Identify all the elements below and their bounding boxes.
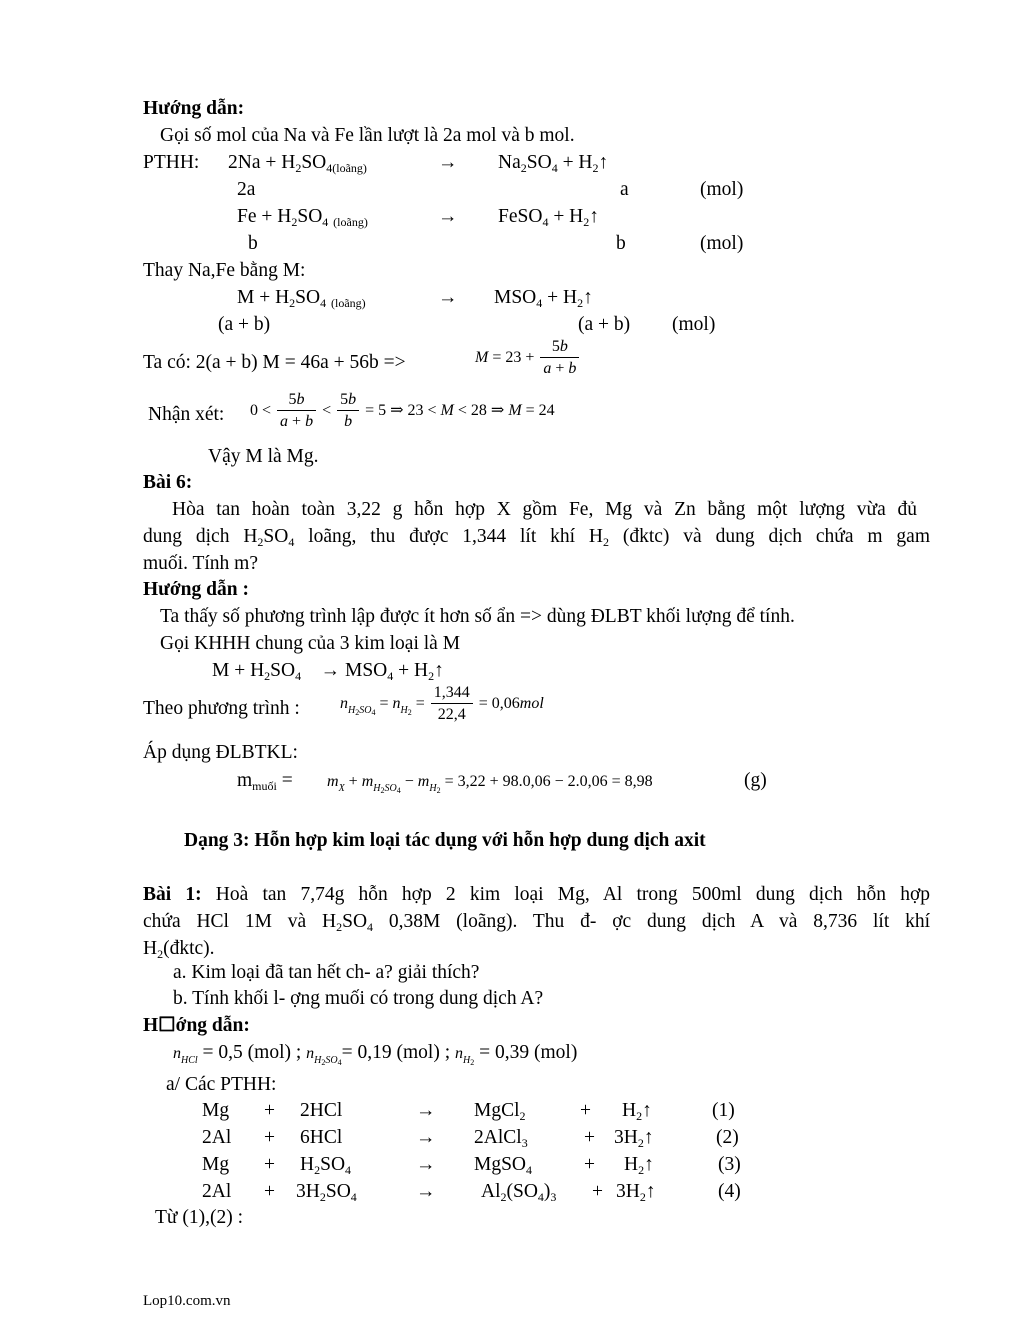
unit-g: (g) — [744, 770, 767, 791]
mol-unit: (mol) — [700, 233, 744, 254]
eq-number: (4) — [718, 1181, 741, 1202]
text-line: chứa HCl 1M và $H_2SO_4$ 0,38M (loãng). Thu đ- ợc dung dịch A và 8,736 lít khí — [143, 911, 931, 934]
plus-sign: + — [584, 1154, 595, 1175]
arrow-icon: → — [438, 287, 458, 308]
mol-value: (a + b) — [578, 314, 631, 335]
text-line: Áp dụng ĐLBTKL: — [143, 742, 298, 763]
formula-inequality: 0 < $\frac{5b}{a + b}$ < $\frac{5b}{b}$ = 5 ⇒ 23 < M < 28 ⇒ M = 24 — [250, 391, 555, 430]
footer-site: Lop10.com.vn — [143, 1293, 231, 1309]
question-a: a. Kim loại đã tan hết ch- a? giải thích? — [173, 962, 480, 983]
equation-1-reactants: $2Na + H_2SO_{4(loãng)}$ — [228, 152, 367, 175]
equation-2-reactants: $Fe + H_2SO_4$ $_{(loãng)}$ — [237, 206, 368, 229]
arrow-icon: → — [438, 206, 458, 227]
eq-row-2: 2Al — [202, 1127, 232, 1148]
eq-number: (1) — [712, 1100, 735, 1121]
product: $3H_2↑$ — [614, 1127, 654, 1150]
plus-sign: + — [264, 1154, 275, 1175]
m-muoi-label: $m_{muối}$ = — [237, 770, 293, 793]
equation-3-products: $MSO_4$ + $H_2↑$ — [494, 287, 593, 310]
mol-value: b — [616, 233, 626, 254]
arrow-icon: → — [416, 1100, 436, 1121]
text-line: Từ (1),(2) : — [155, 1207, 243, 1228]
text-line: Hòa tan hoàn toàn 3,22 g hỗn hợp X gồm Fe, Mg và Zn bằng một lượng vừa đủ — [172, 499, 917, 520]
product: MgSO$_4$ — [474, 1154, 533, 1177]
reactant: $H_2SO_4$ — [300, 1154, 352, 1177]
text-line: Bài 1: Hoà tan 7,74g hỗn hợp 2 kim loại Mg, Al trong 500ml dung dịch hỗn hợp — [143, 884, 931, 905]
eq-number: (2) — [716, 1127, 739, 1148]
plus-sign: + — [592, 1181, 603, 1202]
product: $H_2↑$ — [624, 1154, 654, 1177]
arrow-icon: → — [416, 1127, 436, 1148]
plus-sign: + — [264, 1100, 275, 1121]
reactant: 6HCl — [300, 1127, 343, 1148]
product: $3H_2↑$ — [616, 1181, 656, 1204]
arrow-icon: → — [416, 1154, 436, 1175]
reactant: $3H_2SO_4$ — [296, 1181, 357, 1204]
mol-unit: (mol) — [672, 314, 716, 335]
text-line: Ta có: 2(a + b) M = 46a + 56b => — [143, 352, 406, 373]
pthh-label: PTHH: — [143, 152, 200, 173]
plus-sign: + — [264, 1181, 275, 1202]
mol-value: b — [248, 233, 258, 254]
formula-n-h2so4: $n_{H_2SO_4} = n_{H_2}$ = $\frac{1,344}{22,4}$ = 0,06mol — [340, 684, 544, 723]
mol-value: 2a — [237, 179, 256, 200]
mol-unit: (mol) — [700, 179, 744, 200]
eq-row-1: Mg — [202, 1100, 230, 1121]
product: $H_2↑$ — [622, 1100, 652, 1123]
formula-m-muoi: $m_X + m_{H_2SO_4} - m_{H_2} = 3,22 + 98.0,06 - 2.0,06 = 8,98$ — [327, 773, 653, 795]
text-line: muối. Tính m? — [143, 553, 259, 574]
mol-value: a — [620, 179, 629, 200]
mol-summary: $n_{HCl} = 0,5$ (mol) ; $n_{H_2SO_4}= 0,19$ (mol) ; $n_{H_2} = 0,39$ (mol) — [173, 1042, 578, 1067]
plus-sign: + — [584, 1127, 595, 1148]
equation-1-products: $Na_2SO_4$ + $H_2↑$ — [498, 152, 609, 175]
product: MgCl$_2$ — [474, 1100, 526, 1123]
product: $Al_2(SO_4)_3$ — [481, 1181, 557, 1204]
text-line: Thay Na,Fe bằng M: — [143, 260, 306, 281]
text-line: Vậy M là Mg. — [208, 446, 319, 467]
equation-general: $M + H_2SO_4$ → $MSO_4$ + $H_2↑$ — [212, 660, 444, 683]
question-b: b. Tính khối l- ợng muối có trong dung dịch A? — [173, 988, 544, 1009]
text-line: Nhận xét: — [148, 404, 225, 425]
heading-bai-6: Bài 6: — [143, 472, 193, 493]
plus-sign: + — [580, 1100, 591, 1121]
text-line: dung dịch $H_2SO_4$ loãng, thu được 1,344 lít khí $H_2$ (đktc) và dung dịch chứa m gam — [143, 526, 930, 549]
eq-number: (3) — [718, 1154, 741, 1175]
equation-3-reactants: $M + H_2SO_4$ $_{(loãng)}$ — [237, 287, 366, 310]
eq-row-3: Mg — [202, 1154, 230, 1175]
formula-M: M = 23 + $\frac{5b}{a + b}$ — [475, 337, 581, 380]
text-line: Theo phương trình : — [143, 698, 300, 719]
reactant: 2HCl — [300, 1100, 343, 1121]
section-title-dang-3: Dạng 3: Hỗn hợp kim loại tác dụng với hỗn hợp dung dịch axit — [184, 830, 706, 851]
eq-row-4: 2Al — [202, 1181, 232, 1202]
text-line: Gọi số mol của Na và Fe lần lượt là 2a mol và b mol. — [160, 125, 575, 146]
heading-huong-dan-3: H☐ớng dẫn: — [143, 1015, 250, 1036]
plus-sign: + — [264, 1127, 275, 1148]
text-line: a/ Các PTHH: — [166, 1074, 277, 1095]
heading-huong-dan-2: Hướng dẫn : — [143, 579, 249, 600]
heading-huong-dan-1: Hướng dẫn: — [143, 98, 245, 119]
product: 2AlCl$_3$ — [474, 1127, 528, 1150]
mol-value: (a + b) — [218, 314, 271, 335]
equation-2-products: FeSO$_4$ + $H_2↑$ — [498, 206, 600, 229]
text-line: Gọi KHHH chung của 3 kim loại là M — [160, 633, 461, 654]
arrow-icon: → — [438, 152, 458, 173]
arrow-icon: → — [416, 1181, 436, 1202]
text-line: $H_2(đktc)$. — [143, 938, 215, 961]
text-line: Ta thấy số phương trình lập được ít hơn số ẩn => dùng ĐLBT khối lượng để tính. — [160, 606, 795, 627]
